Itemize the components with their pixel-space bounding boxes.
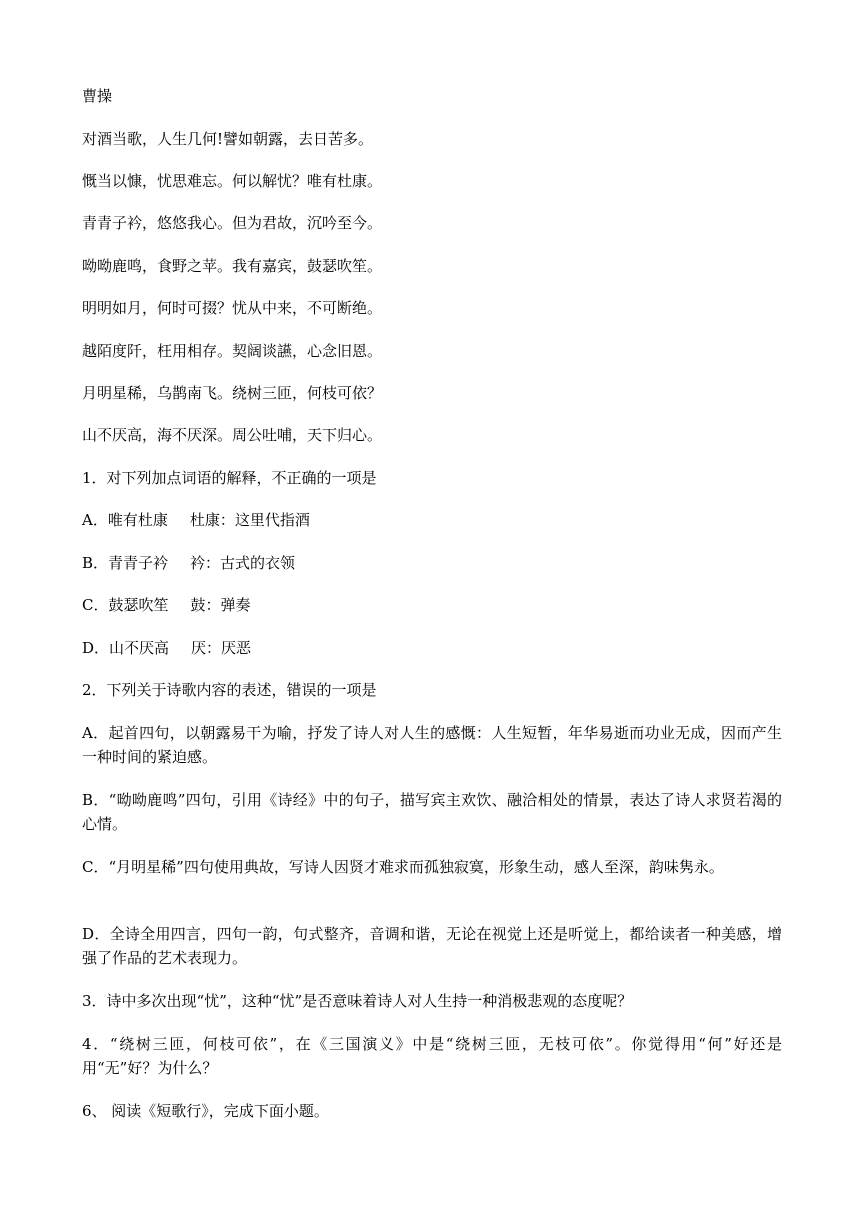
option-gloss: 厌：厌恶 bbox=[191, 639, 252, 657]
poem-line: 明明如月，何时可掇？忧从中来，不可断绝。 bbox=[82, 299, 383, 317]
poem-line: 青青子衿，悠悠我心。但为君故，沉吟至今。 bbox=[82, 214, 383, 232]
option-term: D．山不厌高 bbox=[82, 639, 170, 657]
question-6-heading: 6、 阅读《短歌行》，完成下面小题。 bbox=[82, 1102, 329, 1120]
option-term: C．鼓瑟吹笙 bbox=[82, 596, 169, 614]
option-term: A．唯有杜康 bbox=[82, 511, 168, 529]
question-1-stem: 1．对下列加点词语的解释，不正确的一项是 bbox=[82, 469, 377, 487]
question-2-option-a: A．起首四句，以朝露易干为喻，抒发了诗人对人生的感慨：人生短暂，年华易逝而功业无成，因而产生一种时间的紧迫感。 bbox=[82, 724, 782, 766]
poem-line: 对酒当歌，人生几何!譬如朝露，去日苦多。 bbox=[82, 130, 374, 148]
question-4: 4．“绕树三匝，何枝可依”，在《三国演义》中是“绕树三匝，无枝可依”。你觉得用“何”好还是用“无”好？为什么？ bbox=[82, 1035, 782, 1077]
question-1-option-a bbox=[82, 508, 782, 532]
question-1-option-b bbox=[82, 551, 782, 575]
question-1-option-c bbox=[82, 593, 782, 617]
poem-line: 月明星稀，乌鹊南飞。绕树三匝，何枝可依？ bbox=[82, 384, 383, 402]
question-2-option-b: B．“呦呦鹿鸣”四句，引用《诗经》中的句子，描写宾主欢饮、融洽相处的情景，表达了诗人求贤若渴的心情。 bbox=[82, 791, 782, 833]
question-3: 3．诗中多次出现“忧”，这种“忧”是否意味着诗人对人生持一种消极悲观的态度呢？ bbox=[82, 992, 633, 1010]
option-gloss: 衿：古式的衣领 bbox=[190, 554, 296, 572]
poem-line: 山不厌高，海不厌深。周公吐哺，天下归心。 bbox=[82, 426, 383, 444]
question-2-option-d: D．全诗全用四言，四句一韵，句式整齐，音调和谐，无论在视觉上还是听觉上，都给读者一种美感，增强了作品的艺术表现力。 bbox=[82, 925, 782, 967]
option-gloss: 鼓：弹奏 bbox=[190, 596, 251, 614]
question-2-stem: 2．下列关于诗歌内容的表述，错误的一项是 bbox=[82, 681, 377, 699]
poem-line: 越陌度阡，枉用相存。契阔谈讌，心念旧恩。 bbox=[82, 342, 383, 360]
author-name: 曹操 bbox=[82, 87, 113, 105]
question-1-option-d bbox=[82, 636, 782, 660]
poem-line: 呦呦鹿鸣，食野之苹。我有嘉宾，鼓瑟吹笙。 bbox=[82, 257, 383, 275]
option-term: B．青青子衿 bbox=[82, 554, 169, 572]
question-2-option-c: C．“月明星稀”四句使用典故，写诗人因贤才难求而孤独寂寞，形象生动，感人至深，韵味隽永。 bbox=[82, 858, 724, 876]
poem-line: 慨当以慷，忧思难忘。何以解忧？唯有杜康。 bbox=[82, 172, 383, 190]
option-gloss: 杜康：这里代指酒 bbox=[189, 511, 310, 529]
